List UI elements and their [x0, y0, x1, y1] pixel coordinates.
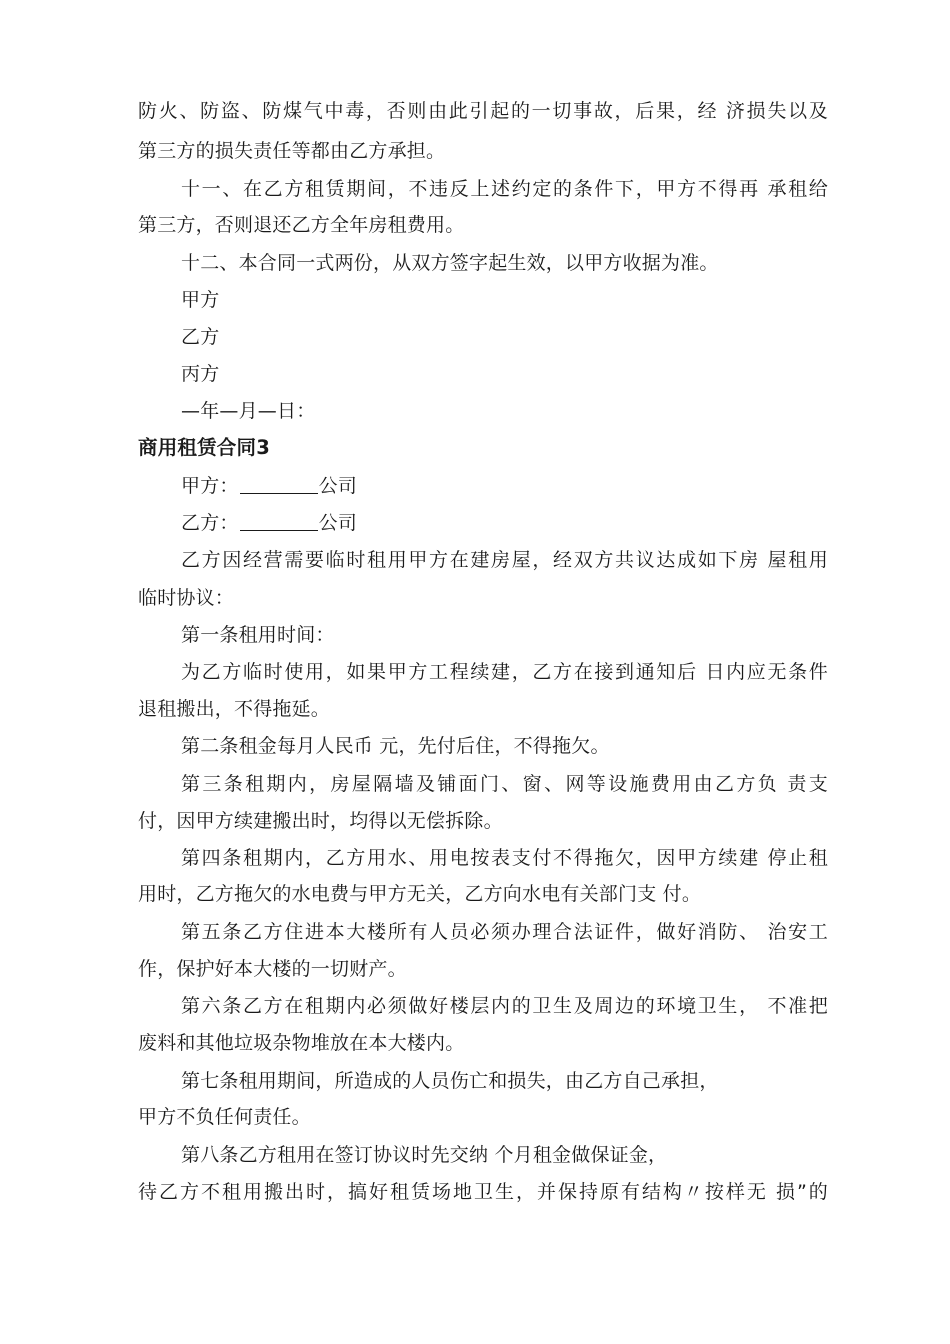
paragraph-line: 第七条租用期间，所造成的人员伤亡和损失，由乙方自己承担， [181, 1070, 719, 1092]
paragraph-line: 第二条租金每月人民币 元，先付后住，不得拖欠。 [181, 735, 610, 757]
signature-party-a: 甲方 [181, 289, 220, 311]
signature-party-c: 丙方 [181, 363, 220, 385]
party-a-line [181, 473, 828, 499]
party-b-blank [240, 512, 318, 531]
paragraph-line: 十一、在乙方租赁期间，不违反上述约定的条件下，甲方不得再 承租给 [181, 178, 828, 200]
paragraph-line: 用时，乙方拖欠的水电费与甲方无关，乙方向水电有关部门支 付。 [138, 883, 702, 905]
paragraph-line: 甲方不负任何责任。 [138, 1106, 311, 1128]
party-b-label: 乙方： [181, 512, 239, 534]
paragraph-line: 第三条租期内，房屋隔墙及铺面门、窗、网等设施费用由乙方负 责支 [181, 773, 828, 795]
section-heading: 商用租赁合同3 [138, 436, 270, 459]
paragraph-line: 十二、本合同一式两份，从双方签字起生效，以甲方收据为准。 [181, 252, 719, 274]
signature-party-b: 乙方 [181, 326, 220, 348]
paragraph-line: 防火、防盗、防煤气中毒，否则由此引起的一切事故，后果，经 济损失以及 [138, 100, 828, 122]
paragraph-line: 临时协议： [138, 587, 235, 609]
party-a-suffix: 公司 [318, 475, 358, 497]
party-b-suffix: 公司 [318, 512, 358, 534]
paragraph-line: 付，因甲方续建搬出时，均得以无偿拆除。 [138, 810, 503, 832]
paragraph-line: 第一条租用时间： [181, 624, 335, 646]
party-a-label: 甲方： [181, 475, 239, 497]
paragraph-line: 为乙方临时使用，如果甲方工程续建，乙方在接到通知后 日内应无条件 [181, 661, 828, 683]
paragraph-line: 第三方的损失责任等都由乙方承担。 [138, 140, 446, 162]
paragraph-line: 作，保护好本大楼的一切财产。 [138, 958, 407, 980]
paragraph-line: 退租搬出，不得拖延。 [138, 698, 331, 720]
party-b-line [181, 510, 828, 536]
paragraph-line: 待乙方不租用搬出时，搞好租赁场地卫生，并保持原有结构〃按样无 损”的 [138, 1181, 828, 1203]
paragraph-line: 第三方，否则退还乙方全年房租费用。 [138, 214, 465, 236]
paragraph-line: 第五条乙方住进本大楼所有人员必须办理合法证件，做好消防、 治安工 [181, 921, 828, 943]
paragraph-line: 乙方因经营需要临时租用甲方在建房屋，经双方共议达成如下房 屋租用 [181, 549, 828, 571]
paragraph-line: 第八条乙方租用在签订协议时先交纳 个月租金做保证金， [181, 1144, 668, 1166]
party-a-blank [240, 475, 318, 494]
paragraph-line: 第六条乙方在租期内必须做好楼层内的卫生及周边的环境卫生， 不准把 [181, 995, 828, 1017]
date-line: —年—月—日： [181, 400, 316, 422]
paragraph-line: 第四条租期内，乙方用水、用电按表支付不得拖欠，因甲方续建 停止租 [181, 847, 828, 869]
paragraph-line: 废料和其他垃圾杂物堆放在本大楼内。 [138, 1032, 465, 1054]
